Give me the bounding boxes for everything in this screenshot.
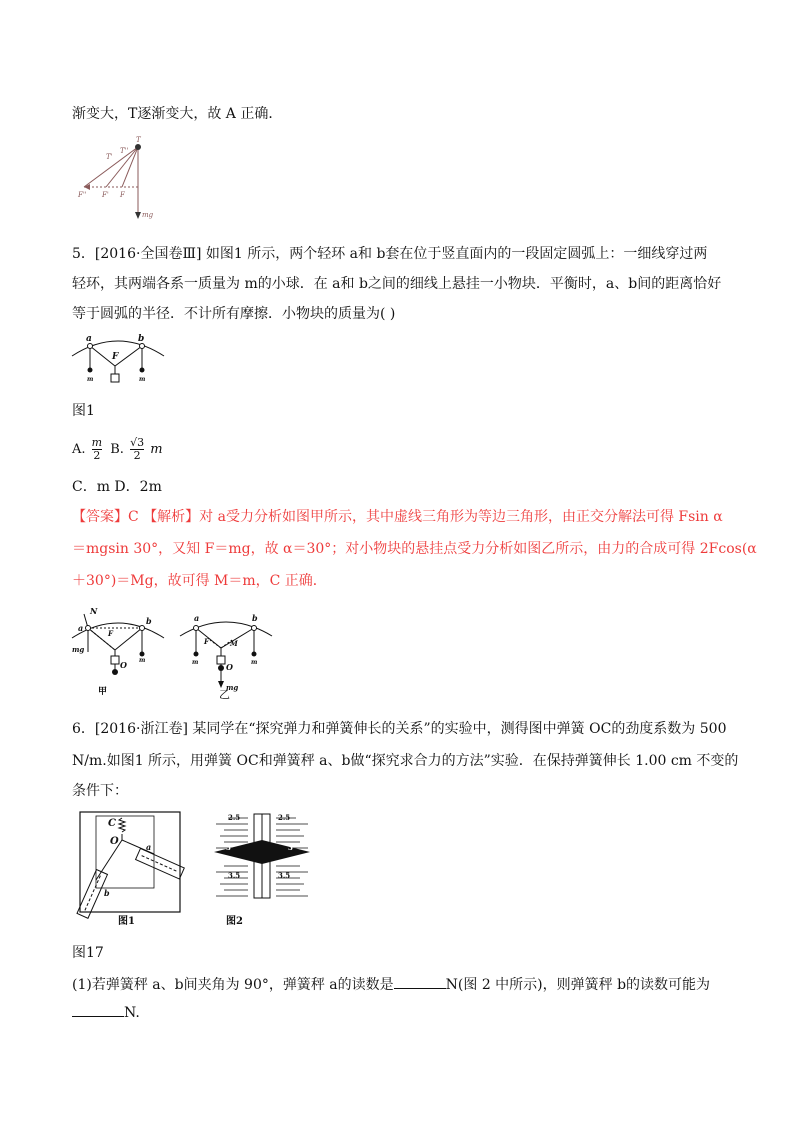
figure-jia — [68, 606, 168, 702]
fig-label: a — [86, 334, 92, 344]
answer-line: 【答案】C 【解析】对 a受力分析如图甲所示，其中虚线三角形为等边三角形，由正交分解法可得 Fsin α — [72, 509, 723, 525]
sub-question-text: N. — [124, 1005, 140, 1021]
fig-label: T — [136, 136, 141, 144]
fig-label: F'' — [78, 191, 87, 199]
figure-caption: 甲 — [98, 687, 108, 697]
tick-label: 3 — [288, 843, 293, 852]
figure-caption: 图2 — [226, 916, 243, 927]
svg-text:a: a — [194, 613, 200, 623]
answer-blank[interactable] — [394, 976, 446, 989]
svg-text:O: O — [226, 662, 233, 672]
fig-label: F — [112, 352, 119, 362]
sub-question-1 — [72, 974, 710, 994]
tick-label: 3.5 — [278, 871, 291, 880]
question-5-line: 等于圆弧的半径．不计所有摩擦．小物块的质量为( ) — [72, 306, 396, 322]
fraction-denominator: 2 — [133, 449, 141, 462]
answer-blank[interactable] — [72, 1004, 124, 1017]
fig-label: T'' — [120, 147, 129, 155]
q5-figure-1 — [70, 332, 166, 388]
q6-figure-2 — [206, 812, 318, 928]
svg-text:O: O — [120, 660, 127, 670]
tick-label: 2.5 — [278, 813, 291, 822]
question-5-line: 轻环，其两端各系一质量为 m的小球．在 a和 b之间的细线上悬挂一小物块．平衡时，a、b间的距离恰好 — [72, 276, 722, 292]
question-5-line: 5．[2016·全国卷Ⅲ] 如图1 所示，两个轻环 a和 b套在位于竖直面内的一段固定圆弧上：一细线穿过两 — [72, 246, 708, 262]
svg-text:mg: mg — [226, 683, 239, 692]
svg-text:m: m — [251, 659, 258, 666]
svg-text:mg: mg — [72, 645, 85, 654]
sub-question-1-cont — [72, 1004, 140, 1021]
fig-label: b — [138, 334, 145, 344]
question-6-line: N/m.如图1 所示，用弹簧 OC和弹簧秤 a、b做“探究求合力的方法”实验．在保持弹簧伸长 1.00 cm 不变的 — [72, 753, 739, 769]
svg-text:N: N — [90, 606, 98, 616]
svg-text:a: a — [146, 842, 152, 852]
option-a-label: A. — [72, 442, 86, 457]
options-ab — [72, 437, 163, 462]
figure-yi — [176, 606, 276, 696]
answer-line: ＋30°)＝Mg，故可得 M＝m，C 正确． — [72, 573, 327, 589]
svg-text:C: C — [108, 818, 116, 829]
tick-label: 3 — [226, 843, 231, 852]
svg-text:m: m — [192, 659, 199, 666]
fig-label: T' — [106, 153, 113, 161]
fraction-numerator: m — [91, 436, 103, 449]
figure-caption: 图1 — [72, 403, 95, 419]
svg-text:b: b — [146, 616, 152, 626]
force-diagram-top — [76, 135, 166, 225]
svg-text:a: a — [78, 623, 84, 633]
question-6-line: 条件下： — [72, 783, 128, 799]
figure-caption: 乙 — [219, 688, 230, 701]
tick-label: 3.5 — [228, 871, 241, 880]
svg-text:F: F — [204, 637, 209, 646]
svg-text:M: M — [230, 639, 238, 648]
fraction-numerator: √3 — [130, 436, 145, 449]
svg-text:m: m — [139, 657, 146, 664]
answer-line: ＝mgsin 30°，又知 F＝mg，故 α＝30°；对小物块的悬挂点受力分析如图乙所示，由力的合成可得 2Fcos(α — [72, 541, 757, 557]
figure-caption: 图17 — [72, 945, 104, 961]
option-b-label: B. — [110, 442, 124, 457]
fig-label: F' — [102, 191, 109, 199]
q6-figure-1 — [74, 810, 186, 928]
fig-label: m — [87, 376, 94, 383]
fig-label: F — [120, 191, 125, 199]
fig-label: mg — [142, 211, 154, 219]
svg-text:b: b — [252, 613, 258, 623]
fraction-denominator: 2 — [93, 449, 101, 462]
figure-caption: 图1 — [118, 916, 135, 927]
sub-question-text: N(图 2 中所示)，则弹簧秤 b的读数可能为 — [445, 977, 711, 993]
svg-text:F: F — [108, 629, 113, 638]
question-6-line: 6．[2016·浙江卷] 某同学在“探究弹力和弹簧伸长的关系”的实验中，测得图中弹簧 OC的劲度系数为 500 — [72, 721, 727, 737]
option-b-tail: m — [150, 442, 163, 457]
options-cd: C．m D．2m — [72, 479, 162, 495]
svg-text:b: b — [104, 888, 110, 898]
svg-text:O: O — [110, 836, 119, 847]
text-line: 渐变大，T逐渐变大，故 A 正确． — [72, 106, 283, 122]
tick-label: 2.5 — [228, 813, 241, 822]
fig-label: m — [139, 376, 146, 383]
sub-question-text: (1)若弹簧秤 a、b间夹角为 90°，弹簧秤 a的读数是 — [72, 977, 394, 993]
